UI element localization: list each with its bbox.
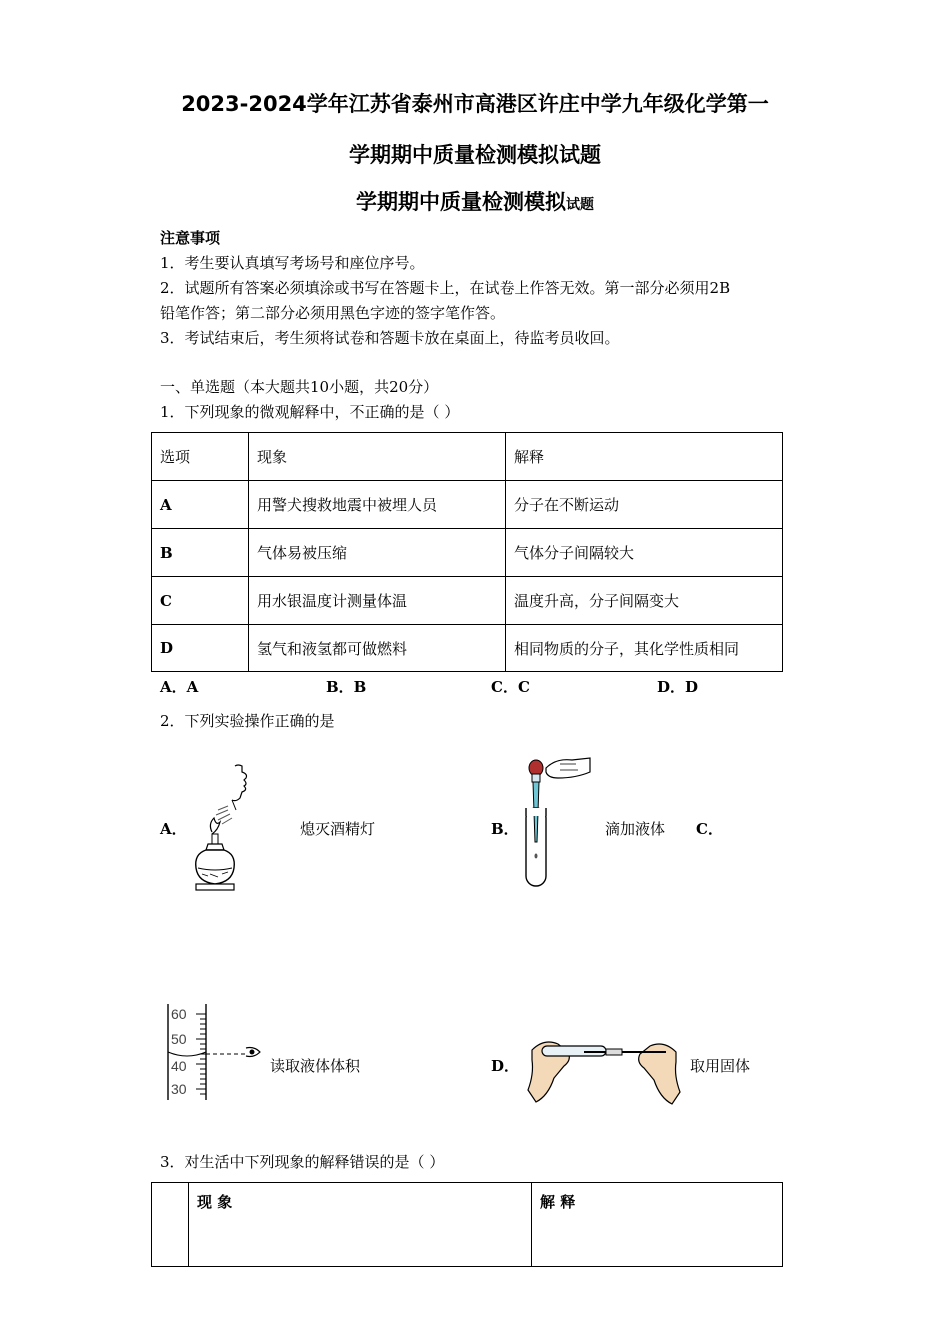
table-cell: 氢气和液氢都可做燃料 [249, 625, 506, 672]
table-row [152, 625, 783, 672]
table-header-cell: 解释 [506, 433, 783, 481]
table-header-cell [152, 1183, 189, 1267]
q2-option-b-label: 滴加液体 [605, 820, 666, 838]
question-1-stem: 1．下列现象的微观解释中，不正确的是（ ） [160, 403, 460, 421]
page-title-line-1: 2023-2024学年江苏省泰州市高港区许庄中学九年级化学第一 [181, 92, 769, 116]
table-cell: 分子在不断运动 [506, 481, 783, 529]
table-header-cell: 现 象 [189, 1183, 532, 1267]
question-3-table [151, 1182, 783, 1267]
table-cell: 用警犬搜救地震中被埋人员 [249, 481, 506, 529]
table-cell: A [152, 481, 249, 529]
table-cell: B [152, 529, 249, 577]
table-cell: 气体分子间隔较大 [506, 529, 783, 577]
notice-heading: 注意事项 [160, 229, 221, 247]
question-3-stem: 3．对生活中下列现象的解释错误的是（ ） [160, 1153, 445, 1171]
option-d[interactable]: D．D [657, 678, 699, 696]
page-title-line-2: 学期期中质量检测模拟试题 [349, 143, 601, 167]
table-cell: 相同物质的分子，其化学性质相同 [506, 625, 783, 672]
cylinder-tick-label: 30 [171, 1081, 187, 1097]
q2-option-b-letter[interactable]: B． [491, 820, 519, 838]
table-header-row [152, 1183, 783, 1267]
option-c[interactable]: C．C [491, 678, 530, 696]
q2-option-c-label: 读取液体体积 [270, 1057, 361, 1075]
table-header-row [152, 433, 783, 481]
title-line-3-main: 学期期中质量检测模拟 [356, 190, 566, 214]
cylinder-tick-label: 60 [171, 1006, 187, 1022]
notice-item-2: 2．试题所有答案必须填涂或书写在答题卡上，在试卷上作答无效。第一部分必须用2B [160, 279, 731, 297]
table-cell: C [152, 577, 249, 625]
taking-solid-image [524, 1030, 684, 1110]
table-row [152, 529, 783, 577]
q2-option-d-label: 取用固体 [690, 1057, 751, 1075]
cylinder-tick-label: 40 [171, 1058, 187, 1074]
table-header-cell: 解 释 [532, 1183, 783, 1267]
alcohol-lamp-blowing-image [188, 762, 268, 898]
dropper-test-tube-image [516, 752, 596, 894]
q2-option-a-label: 熄灭酒精灯 [300, 820, 376, 838]
q2-option-a-letter[interactable]: A． [160, 820, 187, 838]
table-header-cell: 现象 [249, 433, 506, 481]
table-row [152, 481, 783, 529]
notice-item-1: 1．考生要认真填写考场号和座位序号。 [160, 254, 425, 272]
graduated-cylinder-image [162, 1002, 272, 1102]
table-cell: 用水银温度计测量体温 [249, 577, 506, 625]
page-title-line-3 [0, 186, 950, 216]
table-row [152, 577, 783, 625]
q2-option-c-letter[interactable]: C． [696, 820, 723, 838]
notice-item-2-cont: 铅笔作答；第二部分必须用黑色字迹的签字笔作答。 [160, 304, 506, 322]
q2-option-d-letter[interactable]: D． [491, 1057, 520, 1075]
question-2-stem: 2．下列实验操作正确的是 [160, 712, 335, 730]
table-header-cell: 选项 [152, 433, 249, 481]
title-line-3-small: 试题 [566, 197, 594, 213]
table-cell: 气体易被压缩 [249, 529, 506, 577]
section-heading: 一、单选题（本大题共10小题，共20分） [160, 378, 439, 396]
table-cell: 温度升高，分子间隔变大 [506, 577, 783, 625]
cylinder-tick-label: 50 [171, 1031, 187, 1047]
option-b[interactable]: B．B [326, 678, 367, 696]
question-1-table [151, 432, 783, 672]
option-a[interactable]: A．A [160, 678, 199, 696]
notice-item-3: 3．考试结束后，考生须将试卷和答题卡放在桌面上，待监考员收回。 [160, 329, 620, 347]
table-cell: D [152, 625, 249, 672]
